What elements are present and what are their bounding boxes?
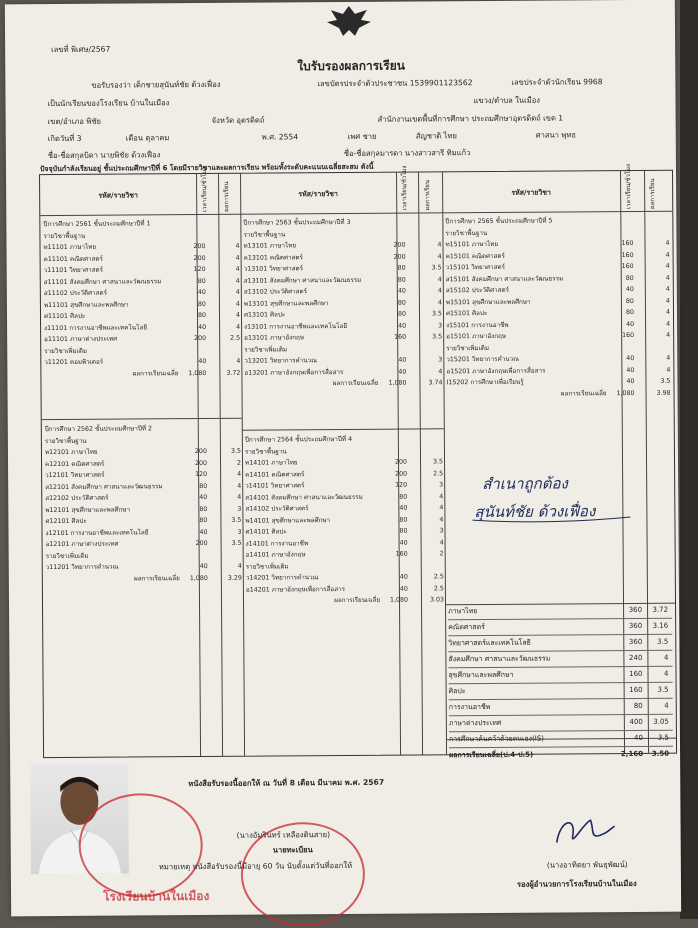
subject-hours: 160 (386, 549, 408, 561)
subject-name: ง12101 การงานอาชีพและเทคโนโลยี (45, 527, 148, 539)
subject-grade: 4 (221, 241, 239, 253)
birth-month: เดือน ตุลาคม (126, 132, 170, 144)
certificate-page (5, 0, 681, 916)
subject-grade: 4 (652, 295, 670, 307)
header-subject-3: รหัส/รายวิชา (442, 187, 620, 199)
subject-grade: 4 (652, 272, 670, 284)
year-average-row (447, 387, 671, 400)
summary-subject: ศิลปะ (449, 684, 466, 699)
average-label: ผลการเรียนเฉลี่ย (134, 573, 180, 585)
subject-hours: 160 (612, 261, 634, 273)
summary-row (448, 619, 672, 637)
sex: เพศ ชาย (348, 131, 377, 143)
subject-hours: 40 (384, 366, 406, 378)
subject-name: ว11201 วิทยาการคำนวณ (46, 562, 119, 574)
subject-hours: 80 (384, 274, 406, 286)
year-average-row (246, 594, 444, 607)
summary-hours: 360 (614, 619, 642, 634)
subject-hours: 80 (385, 526, 407, 538)
summary-subject: การงานอาชีพ (449, 700, 491, 715)
subject-grade: 4 (652, 364, 670, 376)
subject-grade: 4 (651, 238, 669, 250)
subject-hours: 160 (612, 249, 634, 261)
subject-grade: 4 (222, 287, 240, 299)
subject-grade: 4 (425, 502, 443, 514)
summary-row (448, 603, 672, 621)
subject-name: ว12101 วิทยาศาสตร์ (45, 470, 104, 482)
subject-grade: 3.5 (424, 262, 442, 274)
subject-grade: 4 (652, 307, 670, 319)
school-seal-stamp (78, 793, 203, 898)
subject-name: ท14101 ภาษาไทย (245, 457, 298, 469)
subject-name: ศ13101 ศิลปะ (244, 309, 285, 321)
subject-grade: 4 (425, 514, 443, 526)
subject-name: ท12101 ภาษาไทย (45, 447, 98, 459)
subject-hours: 40 (384, 286, 406, 298)
subject-grade: 4 (652, 318, 670, 330)
subject-hours: 40 (385, 503, 407, 515)
stamp-text: โรงเรียนบ้านในเมือง (103, 887, 209, 907)
district-line: แขวง/ตำบล ในเมือง (473, 95, 540, 107)
school-line: เป็นนักเรียนของโรงเรียน บ้านในเมือง (47, 97, 169, 110)
subject-hours: 200 (185, 457, 207, 469)
subject-hours: 40 (384, 320, 406, 332)
subject-name: ส12101 สังคมศึกษา ศาสนาและวัฒนธรรม (45, 481, 163, 493)
subject-name: อ11101 ภาษาต่างประเทศ (44, 334, 117, 346)
subject-grade: 2.5 (425, 468, 443, 480)
subject-grade: 3.5 (425, 456, 443, 468)
document-number: เลขที่ พิเศษ/2567 (51, 44, 110, 56)
subject-grade: 2 (223, 457, 241, 469)
summary-row (449, 699, 673, 717)
subject-grade: 4 (652, 353, 670, 365)
subject-grade: 4 (222, 275, 240, 287)
summary-subject: ภาษาไทย (448, 604, 477, 619)
subject-grade: 4 (652, 330, 670, 342)
subject-hours: 200 (185, 446, 207, 458)
average-label: ผลการเรียนเฉลี่ย (333, 378, 379, 390)
subject-hours: 40 (184, 356, 206, 368)
average-grade: 3.29 (224, 572, 242, 584)
summary-row (449, 683, 673, 701)
year-title: ปีการศึกษา 2563 ชั้นประถมศึกษาปีที่ 3 (243, 216, 441, 229)
subject-hours: 80 (385, 514, 407, 526)
subject-name: ส14102 ประวัติศาสตร์ (245, 503, 308, 515)
summary-subject: สังคมศึกษา ศาสนาและวัฒนธรรม (448, 652, 550, 668)
subject-name: ศ12101 ศิลปะ (45, 516, 86, 528)
subject-hours: 40 (612, 364, 634, 376)
education-office: สำนักงานเขตพื้นที่การศึกษา ประถมศึกษาอุตรดิตถ์ เขต 1 (378, 112, 564, 125)
summary-grade: 3.5 (649, 683, 669, 698)
subject-name: ว11101 วิทยาศาสตร์ (44, 265, 103, 277)
handwritten-certified-copy: สำเนาถูกต้อง (482, 471, 568, 496)
subject-name: รายวิชาพื้นฐาน (245, 446, 287, 458)
subject-name: ส13101 สังคมศึกษา ศาสนาและวัฒนธรรม (244, 274, 362, 286)
summary-row (448, 651, 672, 669)
amphoe: เขต/อำเภอ พิชัย (48, 116, 101, 128)
subject-hours: 200 (184, 252, 206, 264)
subject-name: รายวิชาเพิ่มเติม (46, 550, 89, 562)
summary-subject: การศึกษาค้นคว้าด้วยตนเอง(IS) (449, 732, 544, 748)
subject-grade: 3 (424, 320, 442, 332)
year-block-2561 (43, 218, 240, 380)
handwritten-student-name: สุนันท์ชัย ด้วงเฟื่อง (474, 499, 595, 524)
mother-name: ชื่อ-ชื่อสกุลมารดา นางสาวสารี ทิมแก้ว (344, 147, 471, 160)
subject-name: รายวิชาพื้นฐาน (243, 229, 285, 241)
subject-hours: 40 (384, 355, 406, 367)
subject-hours: 80 (184, 298, 206, 310)
subject-name: ส15102 ประวัติศาสตร์ (446, 285, 509, 297)
religion: ศาสนา พุทธ (536, 129, 576, 141)
summary-row (448, 635, 672, 653)
subject-name: ง13101 การงานอาชีพและเทคโนโลยี (244, 320, 347, 332)
year-average-row (44, 367, 240, 380)
summary-total-grade: 3.50 (649, 747, 669, 762)
certify-line: ขอรับรองว่า เด็กชายสุนันท์ชัย ด้วงเฟื่อง (91, 79, 220, 92)
header-hours-3: เวลาเรียน/ชั่วโมง (624, 175, 634, 209)
subject-grade: 4 (423, 239, 441, 251)
subject-grade: 4 (652, 284, 670, 296)
subject-hours: 40 (184, 321, 206, 333)
subject-name: รายวิชาพื้นฐาน (445, 227, 487, 239)
average-label: ผลการเรียนเฉลี่ย (133, 368, 179, 380)
summary-row (448, 667, 672, 685)
subject-hours: 80 (612, 272, 634, 284)
summary-hours: 360 (614, 603, 642, 618)
subject-name: อ15101 ภาษาอังกฤษ (446, 331, 506, 343)
summary-hours: 360 (614, 635, 642, 650)
subject-grade: 4 (652, 249, 670, 261)
subject-name: ว13101 วิทยาศาสตร์ (244, 263, 303, 275)
subject-hours: 160 (384, 332, 406, 344)
subject-name: รายวิชาเพิ่มเติม (244, 344, 287, 356)
subject-hours: 200 (385, 457, 407, 469)
director-title: รองผู้อำนวยการโรงเรียนบ้านในเมือง (517, 878, 637, 891)
subject-grade: 3 (425, 525, 443, 537)
subject-name: ว15201 วิทยาการคำนวณ (446, 354, 519, 366)
subject-name: ส12102 ประวัติศาสตร์ (45, 493, 108, 505)
subject-grade: 3 (425, 479, 443, 491)
year-title: ปีการศึกษา 2561 ชั้นประถมศึกษาปีที่ 1 (43, 218, 239, 231)
student-id: เลขประจำตัวนักเรียน 9968 (511, 76, 602, 89)
year-average-row (244, 377, 442, 390)
summary-row (449, 731, 673, 749)
average-hours: 1,080 (382, 378, 406, 390)
results-table (39, 170, 677, 758)
year-title: ปีการศึกษา 2565 ชั้นประถมศึกษาปีที่ 5 (445, 215, 669, 228)
subject-name: อ12101 ภาษาต่างประเทศ (46, 539, 119, 551)
subject-grade: 4 (425, 491, 443, 503)
summary-total-row (449, 747, 673, 764)
validity-note: หมายเหตุ หนังสือรับรองนี้มีอายุ 60 วัน นับตั้งแต่วันที่ออกให้ (159, 860, 352, 873)
subject-name: รายวิชาเพิ่มเติม (246, 561, 289, 573)
subject-grade: 4 (424, 274, 442, 286)
subject-grade: 3 (223, 503, 241, 515)
subject-hours: 200 (385, 468, 407, 480)
id-card-number: เลขบัตรประจำตัวประชาชน 1539901123562 (317, 77, 472, 90)
subject-name: ว11201 คอมพิวเตอร์ (44, 357, 103, 369)
subject-hours: 80 (185, 503, 207, 515)
subject-grade: 4 (223, 480, 241, 492)
subject-name: ศ14101 ศิลปะ (245, 526, 286, 538)
subject-name: ท13101 ภาษาไทย (243, 240, 296, 252)
summary-table (448, 603, 673, 764)
year-block-2562 (45, 423, 242, 585)
subject-name: ท11101 ภาษาไทย (43, 242, 96, 254)
subject-name: ส13102 ประวัติศาสตร์ (244, 286, 307, 298)
subject-name: อ13201 ภาษาอังกฤษเพื่อการสื่อสาร (244, 366, 343, 378)
issued-date: หนังสือรับรองนี้ออกให้ ณ วันที่ 8 เดือน มีนาคม พ.ศ. 2567 (188, 777, 384, 790)
summary-subject: ภาษาต่างประเทศ (449, 716, 502, 731)
summary-subject: วิทยาศาสตร์และเทคโนโลยี (448, 636, 531, 652)
subject-name: ว15101 วิทยาศาสตร์ (446, 262, 505, 274)
subject-name: ท15101 ภาษาไทย (445, 239, 498, 251)
subject-name: อ14201 ภาษาอังกฤษเพื่อการสื่อสาร (246, 583, 345, 595)
year-average-row (46, 572, 242, 585)
summary-hours: 240 (614, 651, 642, 666)
average-grade: 3.03 (426, 594, 444, 606)
subject-name: อ13101 ภาษาอังกฤษ (244, 332, 304, 344)
subject-grade: 4 (424, 297, 442, 309)
header-subject-1: รหัส/รายวิชา (40, 190, 196, 202)
subject-name: ว14101 วิทยาศาสตร์ (245, 480, 304, 492)
summary-hours: 80 (615, 699, 643, 714)
subject-name: รายวิชาพื้นฐาน (43, 230, 85, 242)
subject-name: อ14101 ภาษาอังกฤษ (246, 549, 306, 561)
header-grade-1: ผลการเรียน (222, 178, 232, 212)
subject-hours: 40 (386, 537, 408, 549)
subject-hours: 160 (612, 330, 634, 342)
subject-name: ส11102 ประวัติศาสตร์ (44, 288, 107, 300)
province: จังหวัด อุตรดิตถ์ (212, 115, 265, 127)
subject-grade: 4 (222, 356, 240, 368)
subject-grade: 4 (424, 285, 442, 297)
subject-name: รายวิชาเพิ่มเติม (44, 345, 87, 357)
background-edge (680, 0, 698, 919)
father-name: ชื่อ-ชื่อสกุลบิดา นายพิชัย ด้วงเฟื่อง (48, 149, 161, 162)
subject-grade: 3.5 (223, 446, 241, 458)
subject-hours: 40 (185, 526, 207, 538)
summary-total-hours: 2,160 (615, 747, 643, 762)
document-title: ใบรับรองผลการเรียน (297, 57, 405, 77)
subject-name: พ11101 สุขศึกษาและพลศึกษา (44, 299, 129, 311)
subject-grade: 2.5 (222, 333, 240, 345)
subject-hours: 200 (383, 240, 405, 252)
year-block-2565 (445, 215, 670, 401)
year-block-2563 (243, 216, 442, 390)
subject-hours: 80 (384, 297, 406, 309)
subject-hours: 160 (611, 238, 633, 250)
subject-name: ง15101 การงานอาชีพ (446, 319, 509, 331)
subject-grade: 3.5 (224, 538, 242, 550)
subject-grade: 4 (222, 252, 240, 264)
subject-hours: 40 (612, 376, 634, 388)
year-title: ปีการศึกษา 2564 ชั้นประถมศึกษาปีที่ 4 (245, 433, 443, 446)
summary-grade: 3.16 (648, 619, 668, 634)
average-hours: 1,080 (184, 572, 208, 584)
subject-hours: 200 (183, 241, 205, 253)
subject-name: ค12101 คณิตศาสตร์ (45, 458, 104, 470)
subject-name: ว13201 วิทยาการคำนวณ (244, 355, 317, 367)
subject-name: ค13101 คณิตศาสตร์ (244, 252, 303, 264)
subject-grade: 4 (222, 264, 240, 276)
nationality: สัญชาติ ไทย (416, 130, 457, 142)
subject-name: พ13101 สุขศึกษาและพลศึกษา (244, 298, 329, 310)
subject-name: ส15101 สังคมศึกษา ศาสนาและวัฒนธรรม (446, 273, 564, 285)
summary-grade: 4 (649, 699, 669, 714)
subject-hours: 40 (612, 318, 634, 330)
director-signature-icon (550, 812, 620, 852)
subject-name: ส11101 สังคมศึกษา ศาสนาและวัฒนธรรม (44, 276, 162, 288)
year-title: ปีการศึกษา 2562 ชั้นประถมศึกษาปีที่ 2 (45, 423, 241, 436)
subject-grade: 3.5 (652, 376, 670, 388)
subject-hours: 200 (184, 333, 206, 345)
subject-hours: 120 (385, 480, 407, 492)
subject-name: ศ15101 ศิลปะ (446, 308, 487, 320)
average-grade: 3.74 (424, 377, 442, 389)
summary-row (449, 715, 673, 733)
registrar-name: (นางอัมรินทร์ เหลืองดินสาย) (237, 829, 331, 842)
summary-grade: 3.72 (648, 603, 668, 618)
subject-grade: 3 (424, 354, 442, 366)
subject-grade: 4 (223, 469, 241, 481)
subject-hours: 40 (184, 287, 206, 299)
subject-grade: 3.5 (424, 331, 442, 343)
handwriting-underline-icon (466, 463, 636, 528)
subject-name: รายวิชาพื้นฐาน (45, 435, 87, 447)
subject-grade: 4 (426, 537, 444, 549)
summary-grade: 3.5 (649, 731, 669, 746)
registrar-title: นายทะเบียน (273, 844, 313, 856)
summary-subject: สุขศึกษาและพลศึกษา (448, 668, 513, 683)
subject-grade: 4 (224, 561, 242, 573)
subject-hours: 80 (384, 263, 406, 275)
subject-hours: 40 (386, 583, 408, 595)
summary-grade: 3.05 (649, 715, 669, 730)
subject-hours: 40 (386, 572, 408, 584)
header-grade-2: ผลการเรียน (423, 176, 433, 210)
subject-hours: 200 (186, 538, 208, 550)
subject-hours: 80 (612, 295, 634, 307)
subject-grade: 4 (223, 492, 241, 504)
subject-hours: 40 (612, 353, 634, 365)
average-hours: 1,080 (384, 595, 408, 607)
subject-grade: 4 (424, 366, 442, 378)
header-subject-2: รหัส/รายวิชา (240, 189, 396, 201)
subject-name: ค11101 คณิตศาสตร์ (44, 253, 103, 265)
average-label: ผลการเรียนเฉลี่ย (561, 388, 607, 400)
subject-grade: 4 (222, 298, 240, 310)
subject-grade: 2.5 (426, 583, 444, 595)
summary-hours: 400 (615, 715, 643, 730)
subject-hours: 120 (184, 264, 206, 276)
subject-name: พ14101 สุขศึกษาและพลศึกษา (245, 515, 330, 527)
subject-grade: 4 (222, 321, 240, 333)
average-label: ผลการเรียนเฉลี่ย (334, 595, 380, 607)
subject-hours: 80 (185, 480, 207, 492)
subject-hours: 80 (612, 307, 634, 319)
subject-name: ง14101 การงานอาชีพ (246, 538, 309, 550)
garuda-emblem-icon (323, 4, 375, 38)
subject-name: พ12101 สุขศึกษาและพลศึกษา (45, 504, 130, 516)
subject-grade: 2.5 (426, 571, 444, 583)
subject-hours: 80 (184, 275, 206, 287)
subject-name: พ15101 สุขศึกษาและพลศึกษา (446, 296, 531, 308)
year-block-2564 (245, 433, 444, 607)
summary-hours: 160 (614, 667, 642, 682)
subject-grade: 4 (222, 310, 240, 322)
summary-subject: คณิตศาสตร์ (448, 620, 485, 635)
birth-year: พ.ศ. 2554 (262, 131, 298, 143)
header-hours-1: เวลาเรียน/ชั่วโมง (200, 178, 210, 212)
subject-hours: 80 (384, 309, 406, 321)
subject-name: I15202 การศึกษาเพื่อเรียนรู้ (446, 377, 523, 389)
subject-hours: 80 (185, 515, 207, 527)
summary-hours: 40 (615, 731, 643, 746)
summary-grade: 4 (648, 651, 668, 666)
status-line: ปัจจุบันกำลังเรียนอยู่ ชั้นประถมศึกษาปีที่ 6 โดยมีรายวิชาและผลการเรียน พร้อมทั้งระดับคะแนนเฉลี่ยสะสม ดังนี้ (40, 162, 374, 175)
average-grade: 3.98 (653, 387, 671, 399)
subject-grade: 3.5 (223, 515, 241, 527)
subject-name: ส14101 สังคมศึกษา ศาสนาและวัฒนธรรม (245, 491, 363, 503)
director-name: (นางอาทิตยา พันธุพัฒน์) (547, 859, 628, 872)
subject-grade: 4 (424, 251, 442, 263)
subject-name: ว14201 วิทยาการคำนวณ (246, 572, 319, 584)
subject-hours: 200 (384, 251, 406, 263)
subject-grade: 4 (652, 261, 670, 273)
subject-name: รายวิชาเพิ่มเติม (446, 342, 489, 354)
subject-hours: 40 (185, 492, 207, 504)
subject-name: ศ11101 ศิลปะ (44, 311, 85, 323)
subject-grade: 2 (426, 548, 444, 560)
header-hours-2: เวลาเรียน/ชั่วโมง (400, 177, 410, 211)
summary-hours: 160 (615, 683, 643, 698)
subject-name: ค14101 คณิตศาสตร์ (245, 469, 304, 481)
subject-name: ง11101 การงานอาชีพและเทคโนโลยี (44, 322, 147, 334)
summary-total-label: ผลการเรียนเฉลี่ย(ป.4-ป.5) (449, 748, 533, 764)
subject-hours: 80 (385, 491, 407, 503)
header-grade-3: ผลการเรียน (648, 175, 658, 209)
birth-day: เกิดวันที่ 3 (48, 133, 82, 145)
subject-hours: 120 (185, 469, 207, 481)
average-grade: 3.72 (222, 367, 240, 379)
summary-grade: 3.5 (648, 635, 668, 650)
summary-grade: 4 (648, 667, 668, 682)
subject-hours: 40 (612, 284, 634, 296)
subject-name: ค15101 คณิตศาสตร์ (446, 250, 505, 262)
subject-grade: 3.5 (424, 308, 442, 320)
subject-hours: 40 (186, 561, 208, 573)
subject-grade: 3 (223, 526, 241, 538)
average-hours: 1,080 (182, 367, 206, 379)
average-hours: 1,080 (611, 387, 635, 399)
subject-name: อ15201 ภาษาอังกฤษเพื่อการสื่อสาร (446, 365, 545, 377)
subject-hours: 80 (184, 310, 206, 322)
